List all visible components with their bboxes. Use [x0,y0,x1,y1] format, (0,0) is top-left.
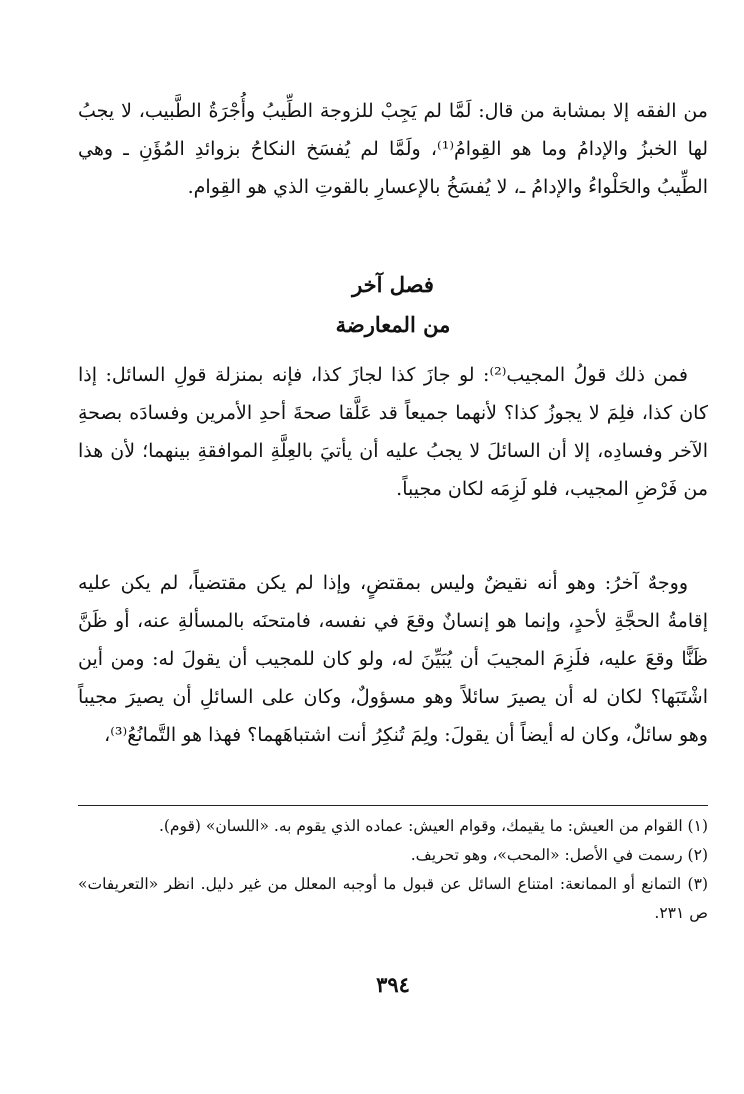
body-paragraph-1: من الفقه إلا بمشابة من قال: لَمَّا لم يَجِبْ للزوجة الطِّيبُ وأُجْرَةُ الطَّبيب، لا يجبُ لها الخبزُ والإدامُ وما هو القِوامُ⁽¹⁾، ولَمَّا لم يُفسَخ النكاحُ بزوائدِ المُؤَنِ ـ وهي الطِّيبُ والحَلْواءُ والإدامُ ـ، لا يُفسَخُ بالإعسارِ بالقوتِ الذي هو القِوام. [78,100,709,198]
footnote-separator [78,805,708,806]
book-page [78,92,708,1012]
section-heading: فصل آخر [352,272,434,297]
footnote-3: (٣) التمانع أو الممانعة: امتناع السائل عن قبول ما أوجبه المعلل من غير دليل. انظر «التعريفات» ص ٢٣١. [78,875,708,922]
footnotes [78,812,708,928]
body-paragraph-2: فمن ذلك قولُ المجيب⁽²⁾: لو جازَ كذا لجازَ كذا، فإنه بمنزلة قولِ السائل: إذا كان كذا، فلِمَ لا يجوزُ كذا؟ لأنهما جميعاً قد عَلَّقا صحةَ أحدِ الأمرين وفسادَه بصحةِ الآخر وفسادِه، إلا أن السائلَ لا يجبُ عليه أن يأتيَ بالعِلَّةِ الموافقةِ بينهما؛ لأن هذا من فَرْضِ المجيب، فلو لَزِمَه لكان مجيباً. [78,364,708,500]
body-paragraph-3: ووجهٌ آخرُ: وهو أنه نقيضٌ وليس بمقتضٍ، وإذا لم يكن مقتضياً، لم يكن عليه إقامةُ الحجَّةِ لأحدٍ، وإنما هو إنسانٌ وقعَ في نفسه، فامتحنَه بالمسألةِ عنه، أو ظَنَّ ظَنًّا وقعَ عليه، فلَزِمَ المجيبَ أن يُبَيِّنَ له، ولو كان للمجيب أن يقولَ له: ومن أين اشْتَبَها؟ لكان له أن يصيرَ سائلاً وهو مسؤولٌ، وكان على السائلِ أن يصيرَ مجيباً وهو سائلٌ، وكان له أيضاً أن يقولَ: ولِمَ تُنكِرُ أنت اشتباهَهما؟ فهذا هو التَّمانُعُ⁽³⁾، [78,572,708,746]
footnote-2: (٢) رسمت في الأصل: «المحب»، وهو تحريف. [410,846,708,864]
footnote-1: (١) القوام من العيش: ما يقيمك، وقوام العيش: عماده الذي يقوم به. «اللسان» (قوم). [158,817,708,835]
section-subheading: من المعارضة [335,312,451,337]
page-number: ٣٩٤ [376,972,410,997]
